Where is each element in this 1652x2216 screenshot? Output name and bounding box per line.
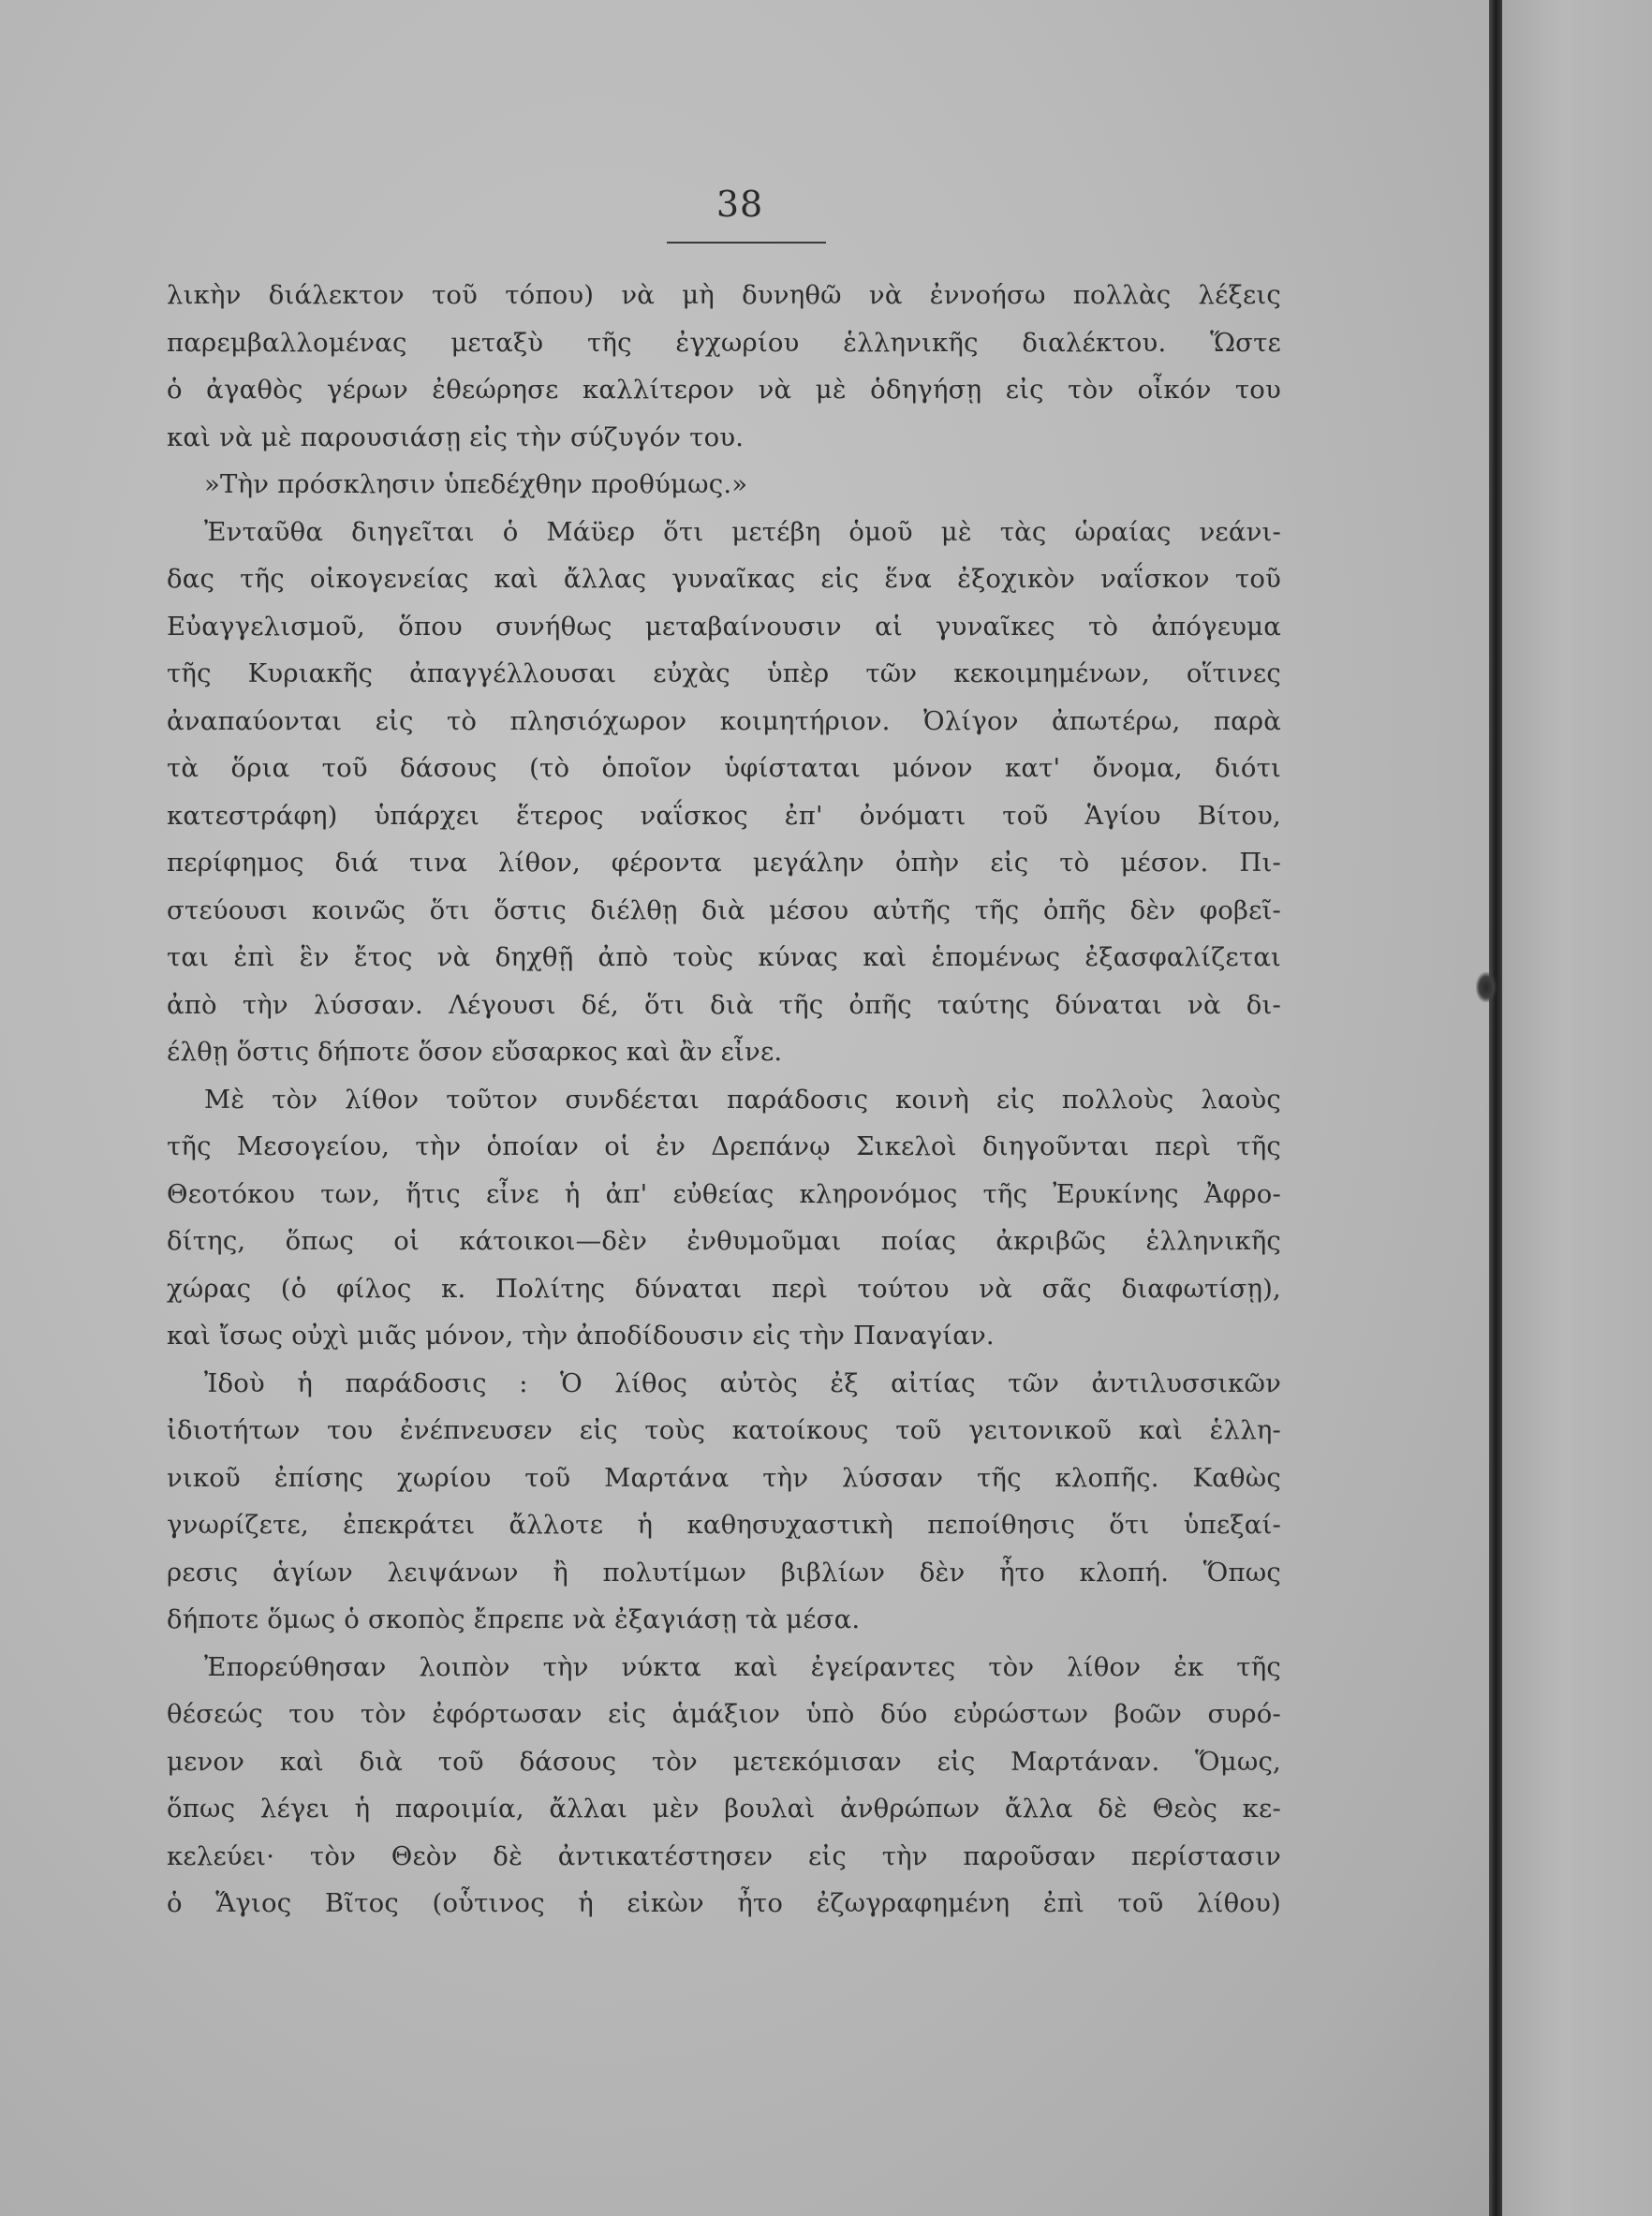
text-line: νικοῦ ἐπίσης χωρίου τοῦ Μαρτάνα τὴν λύσσαν τῆς κλοπῆς. Καθὼς (167, 1462, 1281, 1493)
text-line: »Τὴν πρόσκλησιν ὑπεδέχθην προθύμως.» (204, 469, 748, 499)
text-line: χώρας (ὁ φίλος κ. Πολίτης δύναται περὶ τούτου νὰ σᾶς διαφωτίσῃ), (167, 1273, 1281, 1304)
text-line: καὶ ἴσως οὐχὶ μιᾶς μόνον, τὴν ἀποδίδουσιν εἰς τὴν Παναγίαν. (167, 1321, 995, 1351)
text-line: Μὲ τὸν λίθον τοῦτον συνδέεται παράδοσις κοινὴ εἰς πολλοὺς λαοὺς (204, 1084, 1281, 1115)
text-line: γνωρίζετε, ἐπεκράτει ἄλλοτε ἡ καθησυχαστικὴ πεποίθησις ὅτι ὑπεξαί- (167, 1510, 1281, 1540)
text-line: ὁ ἀγαθὸς γέρων ἐθεώρησε καλλίτερον νὰ μὲ ὁδηγήσῃ εἰς τὸν οἶκόν του (167, 375, 1281, 405)
text-line: Ἐνταῦθα διηγεῖται ὁ Μάϋερ ὅτι μετέβη ὁμοῦ μὲ τὰς ὡραίας νεάνι- (204, 516, 1281, 547)
text-line: δήποτε ὅμως ὁ σκοπὸς ἔπρεπε νὰ ἐξαγιάσῃ τὰ μέσα. (167, 1604, 861, 1634)
text-line: Θεοτόκου των, ἥτις εἶνε ἡ ἀπ' εὐθείας κληρονόμος τῆς Ἐρυκίνης Ἀφρο- (167, 1178, 1281, 1209)
text-line: λικὴν διάλεκτον τοῦ τόπου) νὰ μὴ δυνηθῶ νὰ ἐννοήσω πολλὰς λέξεις (167, 280, 1281, 310)
text-line: καὶ νὰ μὲ παρουσιάσῃ εἰς τὴν σύζυγόν του. (167, 421, 745, 452)
header-rule (667, 242, 826, 244)
body-text (167, 272, 1281, 1928)
book-spine (1489, 0, 1502, 2216)
text-line: τῆς Κυριακῆς ἀπαγγέλλουσαι εὐχὰς ὑπὲρ τῶν κεκοιμημένων, οἵτινες (167, 658, 1281, 688)
text-line: Εὐαγγελισμοῦ, ὅπου συνήθως μεταβαίνουσιν αἱ γυναῖκες τὸ ἀπόγευμα (167, 611, 1281, 642)
ink-blot (1476, 972, 1497, 1002)
text-line: μενον καὶ διὰ τοῦ δάσους τὸν μετεκόμισαν εἰς Μαρτάναν. Ὅμως, (167, 1746, 1281, 1777)
text-line: ται ἐπὶ ἓν ἔτος νὰ δηχθῇ ἀπὸ τοὺς κύνας καὶ ἑπομένως ἐξασφαλίζεται (167, 942, 1281, 972)
text-line: περίφημος διά τινα λίθον, φέροντα μεγάλην ὀπὴν εἰς τὸ μέσον. Πι- (167, 848, 1281, 878)
text-line: κελεύει· τὸν Θεὸν δὲ ἀντικατέστησεν εἰς τὴν παροῦσαν περίστασιν (167, 1840, 1281, 1871)
text-line: Ἐπορεύθησαν λοιπὸν τὴν νύκτα καὶ ἐγείραντες τὸν λίθον ἐκ τῆς (204, 1651, 1281, 1682)
text-line: ἀναπαύονται εἰς τὸ πλησιόχωρον κοιμητήριον. Ὀλίγον ἀπωτέρω, παρὰ (167, 705, 1281, 736)
text-line: τὰ ὅρια τοῦ δάσους (τὸ ὁποῖον ὑφίσταται μόνον κατ' ὄνομα, διότι (167, 753, 1281, 783)
text-line: κατεστράφη) ὑπάρχει ἕτερος ναΐσκος ἐπ' ὀνόματι τοῦ Ἁγίου Βίτου, (167, 800, 1281, 831)
facing-page-edge (1502, 0, 1652, 2216)
text-line: ὅπως λέγει ἡ παροιμία, ἄλλαι μὲν βουλαὶ ἀνθρώπων ἄλλα δὲ Θεὸς κε- (167, 1794, 1281, 1824)
text-line: έλθῃ ὅστις δήποτε ὅσον εὔσαρκος καὶ ἂν εἶνε. (167, 1037, 783, 1067)
text-line: ρεσις ἁγίων λειψάνων ἢ πολυτίμων βιβλίων δὲν ἦτο κλοπή. Ὅπως (167, 1557, 1281, 1588)
text-line: παρεμβαλλομένας μεταξὺ τῆς ἐγχωρίου ἑλληνικῆς διαλέκτου. Ὥστε (167, 327, 1281, 358)
text-line: ἀπὸ τὴν λύσσαν. Λέγουσι δέ, ὅτι διὰ τῆς ὀπῆς ταύτης δύναται νὰ δι- (167, 989, 1281, 1020)
text-line: ὁ Ἅγιος Βῖτος (οὗτινος ἡ εἰκὼν ἦτο ἐζωγραφημένη ἐπὶ τοῦ λίθου) (167, 1888, 1281, 1918)
text-line: τῆς Μεσογείου, τὴν ὁποίαν οἱ ἐν Δρεπάνῳ Σικελοὶ διηγοῦνται περὶ τῆς (167, 1131, 1281, 1161)
text-line: δίτης, ὅπως οἱ κάτοικοι—δὲν ἐνθυμοῦμαι ποίας ἀκριβῶς ἑλληνικῆς (167, 1226, 1281, 1256)
text-line: δας τῆς οἰκογενείας καὶ ἄλλας γυναῖκας εἰς ἕνα ἐξοχικὸν ναΐσκον τοῦ (167, 564, 1281, 594)
text-line: Ἰδοὺ ἡ παράδοσις : Ὁ λίθος αὐτὸς ἐξ αἰτίας τῶν ἀντιλυσσικῶν (204, 1367, 1281, 1398)
text-line: στεύουσι κοινῶς ὅτι ὅστις διέλθῃ διὰ μέσου αὐτῆς τῆς ὀπῆς δὲν φοβεῖ- (167, 894, 1281, 925)
page-number: 38 (715, 184, 764, 225)
text-line: θέσεώς του τὸν ἐφόρτωσαν εἰς ἁμάξιον ὑπὸ δύο εὐρώστων βοῶν συρό- (167, 1699, 1281, 1729)
text-line: ἰδιοτήτων του ἐνέπνευσεν εἰς τοὺς κατοίκους τοῦ γειτονικοῦ καὶ ἑλλη- (167, 1415, 1281, 1445)
